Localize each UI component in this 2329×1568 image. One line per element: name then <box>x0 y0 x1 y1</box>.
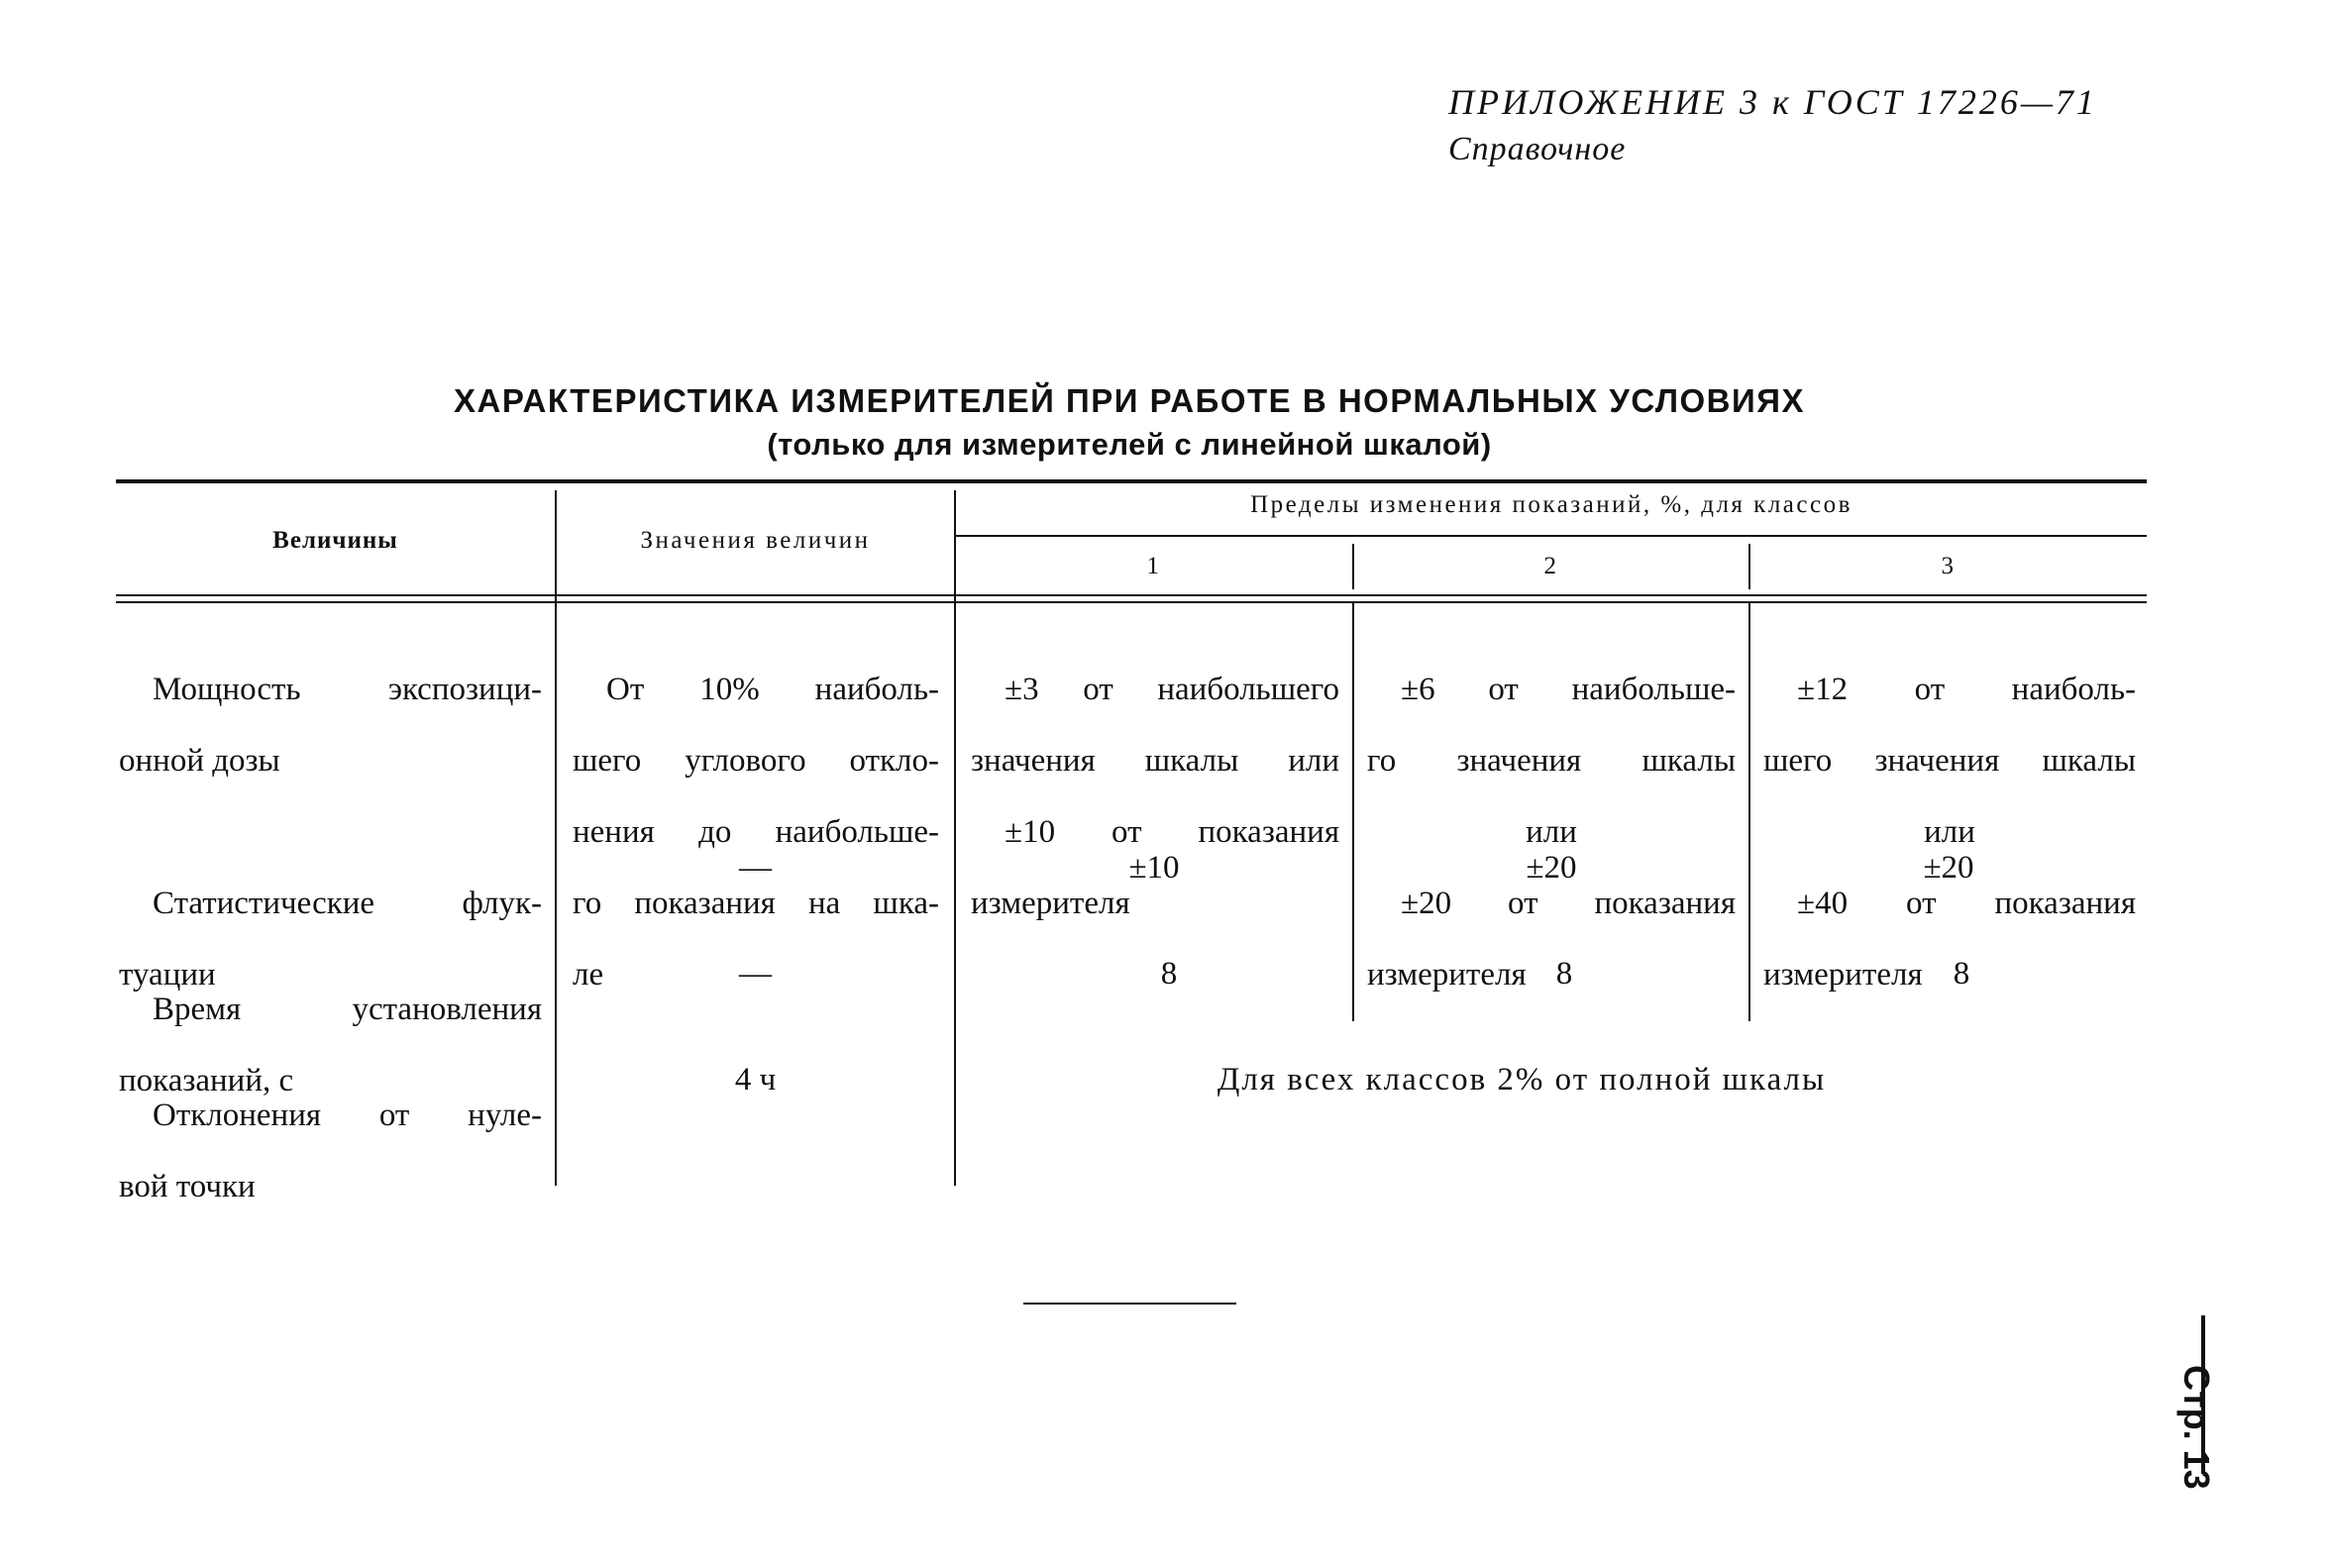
row-3-class-3: 8 <box>1953 956 1970 992</box>
header-values: Значения величин <box>640 527 871 554</box>
row-1-class-3: ±12 от наиболь- шего значения шкалы или ±40 от показания измерителя <box>1763 672 2136 993</box>
header-class-2: 2 <box>1543 553 1559 579</box>
row-2-value: — <box>739 850 772 886</box>
table-title: ХАРАКТЕРИСТИКА ИЗМЕРИТЕЛЕЙ ПРИ РАБОТЕ В НОРМАЛЬНЫХ УСЛОВИЯХ <box>454 382 1805 419</box>
header-quantity: Величины <box>272 527 398 554</box>
header-bottom-rule-2 <box>116 601 2147 603</box>
row-2-quantity: Статистические флук- туации <box>119 886 542 993</box>
row-1-class-1: ±3 от наибольшего значения шкалы или ±10 от показания измерителя <box>971 672 1339 921</box>
row-3-class-2: 8 <box>1555 956 1573 992</box>
row-2-class-3: ±20 <box>1923 850 1974 886</box>
header-bottom-rule-1 <box>116 594 2147 596</box>
table-top-rule <box>116 479 2147 483</box>
header-class-1: 1 <box>1146 553 1162 579</box>
row-1-quantity: Мощность экспозици- онной дозы <box>119 672 542 779</box>
row-2-class-1: ±10 <box>1128 850 1180 886</box>
page-end-rule <box>1023 1303 1236 1305</box>
row-3-value: — <box>739 956 772 992</box>
row-1-class-2: ±6 от наибольше- го значения шкалы или ±20 от показания измерителя <box>1367 672 1736 993</box>
header-class-3: 3 <box>1941 553 1957 579</box>
appendix-note: Справочное <box>1448 131 1627 167</box>
row-4-quantity: Отклонения от нуле- вой точки <box>119 1098 542 1204</box>
table-subtitle: (только для измерителей с линейной шкалой) <box>767 427 1492 462</box>
appendix-label: ПРИЛОЖЕНИЕ 3 к ГОСТ 17226—71 <box>1448 82 2097 122</box>
row-2-class-2: ±20 <box>1526 850 1577 886</box>
header-limits-group: Пределы изменения показаний, %, для классов <box>1250 491 1853 518</box>
row-3-quantity: Время установления показаний, с <box>119 992 542 1098</box>
class-header-rule <box>956 535 2147 537</box>
row-4-value: 4 ч <box>734 1062 777 1098</box>
row-3-class-1: 8 <box>1160 956 1178 992</box>
row-1-value: От 10% наиболь- шего углового откло- нения до наибольше- го показания на шка- ле <box>573 672 939 993</box>
page-number-label: Стр. 13 <box>2176 1365 2217 1490</box>
row-4-all-classes: Для всех классов 2% от полной шкалы <box>1217 1062 1827 1098</box>
